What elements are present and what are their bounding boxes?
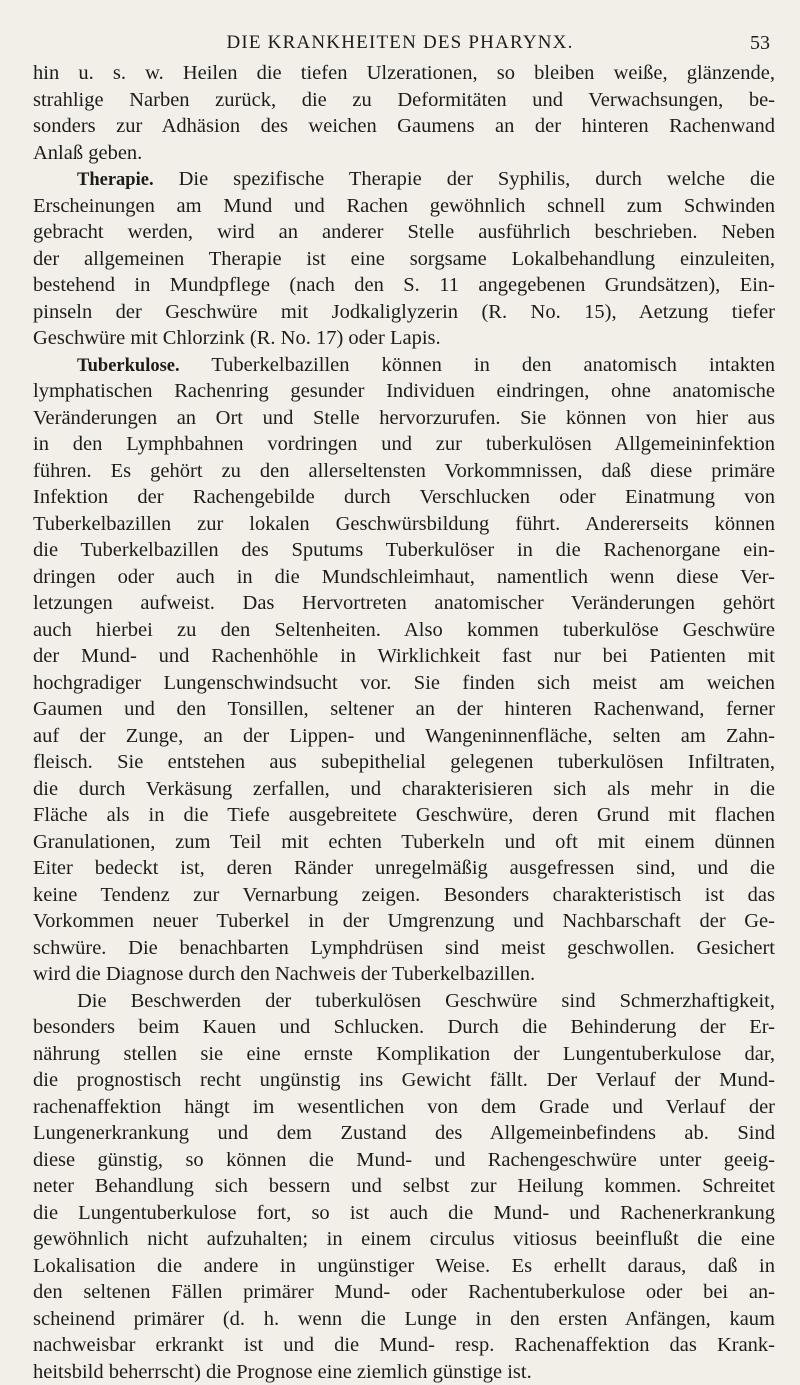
text-line [33, 908, 775, 935]
text-line [33, 484, 775, 511]
line-text: bestehend in Mundpflege (nach den S. 11 angegebenen Grundsätzen), Ein- [33, 274, 775, 296]
text-line [33, 590, 775, 617]
line-text: der Mund- und Rachenhöhle in Wirklichkeit fast nur bei Patienten mit [33, 645, 775, 667]
line-text: scheinend primärer (d. h. wenn die Lunge in den ersten Anfängen, kaum [33, 1308, 775, 1330]
text-line [33, 458, 775, 485]
text-line [33, 1200, 775, 1227]
line-text: nachweisbar erkrankt ist und die Mund- resp. Rachenaffektion das Krank- [33, 1334, 775, 1356]
line-text: Die spezifische Therapie der Syphilis, durch welche die [154, 168, 775, 190]
body-text [33, 60, 775, 1385]
line-text: Anlaß geben. [33, 142, 142, 164]
page-number: 53 [750, 32, 770, 55]
line-text: die Tuberkelbazillen des Sputums Tuberkulöser in die Rachenorgane ein- [33, 539, 775, 561]
page-header [0, 28, 800, 58]
text-line [33, 882, 775, 909]
running-title: DIE KRANKHEITEN DES PHARYNX. [0, 32, 800, 54]
line-text: keine Tendenz zur Vernarbung zeigen. Besonders charakteristisch ist das [33, 884, 775, 906]
line-text: Lungenerkrankung und dem Zustand des Allgemeinbefindens ab. Sind [33, 1122, 775, 1144]
text-line [33, 802, 775, 829]
text-line [33, 431, 775, 458]
line-text: Gaumen und den Tonsillen, seltener an der hinteren Rachenwand, ferner [33, 698, 775, 720]
text-line [33, 1041, 775, 1068]
line-text: Fläche als in die Tiefe ausgebreitete Geschwüre, deren Grund mit flachen [33, 804, 775, 826]
line-text: dringen oder auch in die Mundschleimhaut, namentlich wenn diese Ver- [33, 566, 775, 588]
line-text: Erscheinungen am Mund und Rachen gewöhnlich schnell zum Schwinden [33, 195, 775, 217]
text-line [33, 643, 775, 670]
line-text: Die Beschwerden der tuberkulösen Geschwüre sind Schmerzhaftigkeit, [77, 990, 775, 1012]
text-line [33, 1253, 775, 1280]
line-text: führen. Es gehört zu den allerseltensten Vorkommnissen, daß diese primäre [33, 460, 775, 482]
line-text: den seltenen Fällen primärer Mund- oder Rachentuberkulose oder bei an- [33, 1281, 775, 1303]
line-text: gebracht werden, wird an anderer Stelle ausführlich beschrieben. Neben [33, 221, 775, 243]
text-line [33, 352, 775, 379]
paragraph [33, 60, 775, 166]
text-line [33, 1359, 775, 1385]
line-text: letzungen aufweist. Das Hervortreten anatomischer Veränderungen gehört [33, 592, 775, 614]
text-line [33, 60, 775, 87]
text-line [33, 723, 775, 750]
text-line [33, 617, 775, 644]
text-line [33, 935, 775, 962]
text-line [33, 378, 775, 405]
line-text: Geschwüre mit Chlorzink (R. No. 17) oder Lapis. [33, 327, 441, 349]
text-line [33, 829, 775, 856]
text-line [33, 113, 775, 140]
line-text: Granulationen, zum Teil mit echten Tuberkeln und oft mit einem dünnen [33, 831, 775, 853]
text-line [33, 511, 775, 538]
line-text: auch hierbei zu den Seltenheiten. Also kommen tuberkulöse Geschwüre [33, 619, 775, 641]
text-line [33, 696, 775, 723]
text-line [33, 140, 775, 167]
line-text: fleisch. Sie entstehen aus subepithelial gelegenen tuberkulösen Infiltraten, [33, 751, 775, 773]
line-text: hochgradiger Lungenschwindsucht vor. Sie finden sich meist am weichen [33, 672, 775, 694]
line-text: sonders zur Adhäsion des weichen Gaumens an der hinteren Rachenwand [33, 115, 775, 137]
text-line [33, 1067, 775, 1094]
text-line [33, 776, 775, 803]
text-line [33, 405, 775, 432]
line-text: Veränderungen an Ort und Stelle hervorzurufen. Sie können von hier aus [33, 407, 775, 429]
text-line [33, 193, 775, 220]
text-line [33, 1173, 775, 1200]
section-heading: Therapie. [77, 170, 154, 190]
text-line [33, 219, 775, 246]
line-text: heitsbild beherrscht) die Prognose eine ziemlich günstige ist. [33, 1361, 532, 1383]
line-text: neter Behandlung sich bessern und selbst zur Heilung kommen. Schreitet [33, 1175, 775, 1197]
text-line [33, 749, 775, 776]
line-text: lymphatischen Rachenring gesunder Individuen eindringen, ohne anatomische [33, 380, 775, 402]
text-line [33, 1279, 775, 1306]
text-line [33, 1147, 775, 1174]
text-line [33, 1306, 775, 1333]
text-line [33, 988, 775, 1015]
line-text: strahlige Narben zurück, die zu Deformitäten und Verwachsungen, be- [33, 89, 775, 111]
line-text: wird die Diagnose durch den Nachweis der Tuberkelbazillen. [33, 963, 535, 985]
paragraph [33, 988, 775, 1385]
text-line [33, 1094, 775, 1121]
text-line [33, 1120, 775, 1147]
line-text: schwüre. Die benachbarten Lymphdrüsen sind meist geschwollen. Gesichert [33, 937, 775, 959]
line-text: nährung stellen sie eine ernste Komplikation der Lungentuberkulose dar, [33, 1043, 775, 1065]
text-line [33, 1332, 775, 1359]
text-line [33, 166, 775, 193]
line-text: Tuberkelbazillen zur lokalen Geschwürsbildung führt. Andererseits können [33, 513, 775, 535]
line-text: Vorkommen neuer Tuberkel in der Umgrenzung und Nachbarschaft der Ge- [33, 910, 775, 932]
line-text: Tuberkelbazillen können in den anatomisch intakten [180, 354, 775, 376]
line-text: hin u. s. w. Heilen die tiefen Ulzerationen, so bleiben weiße, glänzende, [33, 62, 775, 84]
section-heading: Tuberkulose. [77, 356, 180, 376]
text-line [33, 1014, 775, 1041]
line-text: die Lungentuberkulose fort, so ist auch die Mund- und Rachenerkrankung [33, 1202, 775, 1224]
line-text: Lokalisation die andere in ungünstiger Weise. Es erhellt daraus, daß in [33, 1255, 775, 1277]
text-line [33, 272, 775, 299]
text-line [33, 961, 775, 988]
line-text: rachenaffektion hängt im wesentlichen von dem Grade und Verlauf der [33, 1096, 775, 1118]
line-text: auf der Zunge, an der Lippen- und Wangeninnenfläche, selten am Zahn- [33, 725, 775, 747]
text-line [33, 855, 775, 882]
line-text: Eiter bedeckt ist, deren Ränder unregelmäßig ausgefressen sind, und die [33, 857, 775, 879]
text-line [33, 537, 775, 564]
line-text: diese günstig, so können die Mund- und Rachengeschwüre unter geeig- [33, 1149, 775, 1171]
line-text: besonders beim Kauen und Schlucken. Durch die Behinderung der Er- [33, 1016, 775, 1038]
line-text: die prognostisch recht ungünstig ins Gewicht fällt. Der Verlauf der Mund- [33, 1069, 775, 1091]
text-line [33, 670, 775, 697]
text-line [33, 246, 775, 273]
line-text: Infektion der Rachengebilde durch Verschlucken oder Einatmung von [33, 486, 775, 508]
text-line [33, 299, 775, 326]
line-text: der allgemeinen Therapie ist eine sorgsame Lokalbehandlung einzuleiten, [33, 248, 775, 270]
line-text: pinseln der Geschwüre mit Jodkaliglyzerin (R. No. 15), Aetzung tiefer [33, 301, 775, 323]
line-text: in den Lymphbahnen vordringen und zur tuberkulösen Allgemeininfektion [33, 433, 775, 455]
text-line [33, 87, 775, 114]
line-text: die durch Verkäsung zerfallen, und charakterisieren sich als mehr in die [33, 778, 775, 800]
line-text: gewöhnlich nicht aufzuhalten; in einem circulus vitiosus beeinflußt die eine [33, 1228, 775, 1250]
paragraph [33, 352, 775, 988]
paragraph [33, 166, 775, 352]
text-line [33, 1226, 775, 1253]
text-line [33, 325, 775, 352]
text-line [33, 564, 775, 591]
